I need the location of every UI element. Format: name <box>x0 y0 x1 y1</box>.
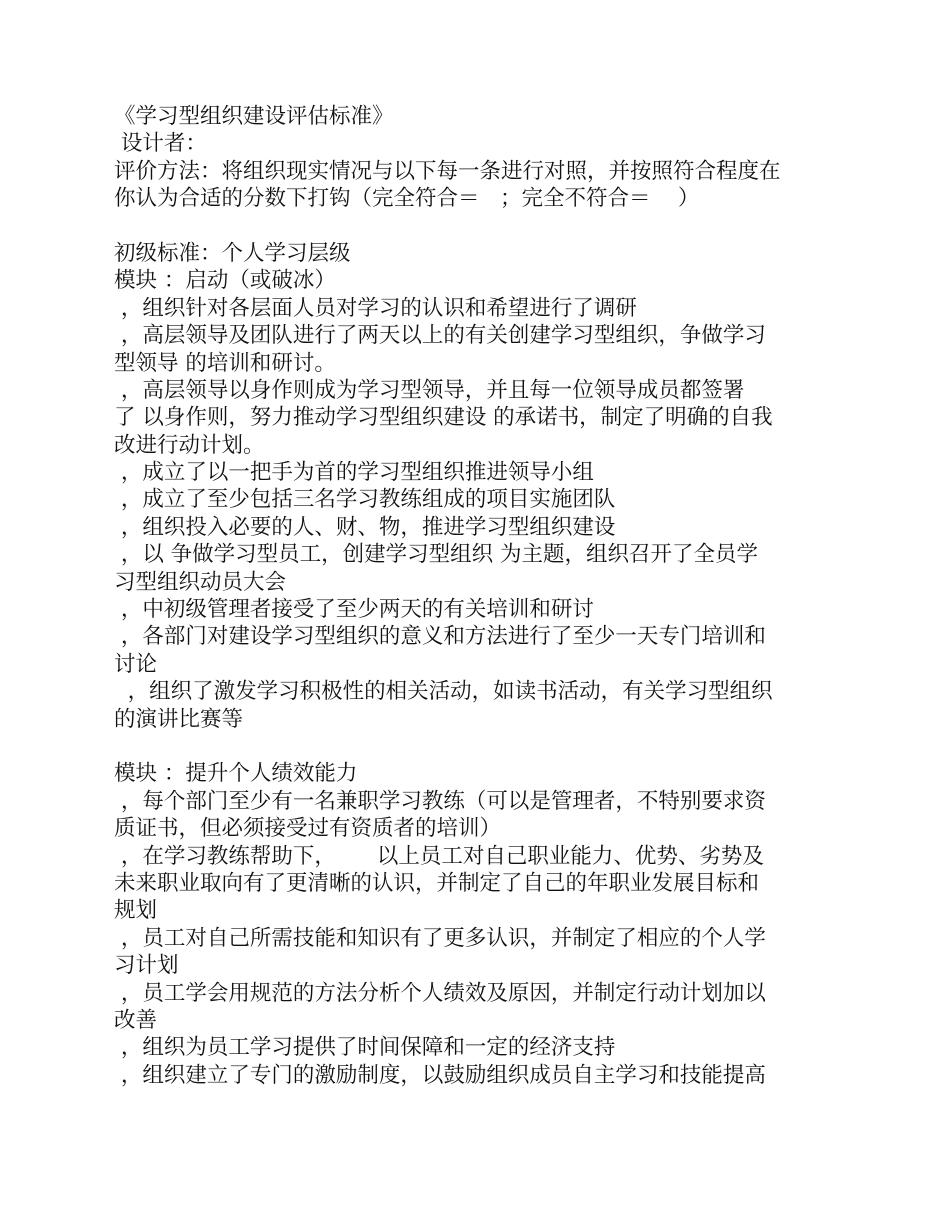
criterion-line: ，组织了激发学习积极性的相关活动，如读书活动，有关学习型组织 <box>114 679 773 705</box>
module-heading: 模块 ：启动（或破冰） <box>114 268 336 294</box>
criterion-line: ，组织建立了专门的激励制度，以鼓励组织成员自主学习和技能提高 <box>114 1062 766 1088</box>
designer-line: 设计者： <box>114 131 207 157</box>
criterion-line: ，员工对自己所需技能和知识有了更多认识，并制定了相应的个人学 <box>114 925 766 951</box>
criterion-line: ，高层领导以身作则成为学习型领导，并且每一位领导成员都签署 <box>114 377 745 403</box>
criterion-line: 改进行动计划。 <box>114 432 265 458</box>
criterion-line: ，组织针对各层面人员对学习的认识和希望进行了调研 <box>114 295 637 321</box>
criterion-line: ，中初级管理者接受了至少两天的有关培训和研讨 <box>114 597 594 623</box>
criterion-line: 型领导 的培训和研讨。 <box>114 350 336 376</box>
criterion-line: 讨论 <box>114 651 158 677</box>
criterion-line: 习计划 <box>114 953 179 979</box>
evaluation-method-line: 你认为合适的分数下打钩（完全符合＝ ；完全不符合＝ ） <box>114 186 700 212</box>
criterion-line: ，成立了以一把手为首的学习型组织推进领导小组 <box>114 460 594 486</box>
criterion-line: ，以 争做学习型员工，创建学习型组织 为主题，组织召开了全员学 <box>114 542 759 568</box>
criterion-line: ，组织投入必要的人、财、物，推进学习型组织建设 <box>114 514 616 540</box>
criterion-line: ，在学习教练帮助下， 以上员工对自己职业能力、优势、劣势及 <box>114 843 764 869</box>
criterion-line: ，员工学会用规范的方法分析个人绩效及原因，并制定行动计划加以 <box>114 980 766 1006</box>
criterion-line: 规划 <box>114 898 158 924</box>
paragraph-gap <box>114 733 854 760</box>
criterion-line: ，成立了至少包括三名学习教练组成的项目实施团队 <box>114 487 616 513</box>
criterion-line: 习型组织动员大会 <box>114 569 287 595</box>
document-body <box>114 103 854 1089</box>
criterion-line: 的演讲比赛等 <box>114 706 244 732</box>
criterion-line: ，高层领导及团队进行了两天以上的有关创建学习型组织，争做学习 <box>114 323 766 349</box>
criterion-line: 未来职业取向有了更清晰的认识，并制定了自己的年职业发展目标和 <box>114 870 760 896</box>
criterion-line: ，每个部门至少有一名兼职学习教练（可以是管理者，不特别要求资 <box>114 788 766 814</box>
criterion-line: 质证书，但必须接受过有资质者的培训） <box>114 816 502 842</box>
module-heading: 模块 ：提升个人绩效能力 <box>114 761 358 787</box>
evaluation-method-line: 评价方法：将组织现实情况与以下每一条进行对照，并按照符合程度在 <box>114 158 781 184</box>
section-heading: 初级标准：个人学习层级 <box>114 240 351 266</box>
criterion-line: 改善 <box>114 1007 158 1033</box>
paragraph-gap <box>114 213 854 240</box>
criterion-line: ，组织为员工学习提供了时间保障和一定的经济支持 <box>114 1035 616 1061</box>
criterion-line: 了 以身作则，努力推动学习型组织建设 的承诺书，制定了明确的自我 <box>114 405 773 431</box>
doc-title: 《学习型组织建设评估标准》 <box>114 104 394 129</box>
criterion-line: ，各部门对建设学习型组织的意义和方法进行了至少一天专门培训和 <box>114 624 766 650</box>
